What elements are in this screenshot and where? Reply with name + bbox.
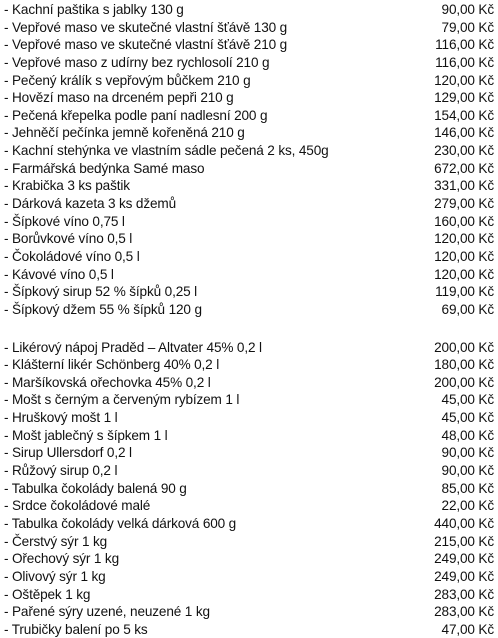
price-row xyxy=(0,177,498,195)
price-row xyxy=(0,586,498,604)
price-row xyxy=(0,142,498,160)
item-price: 120,00 Kč xyxy=(434,231,494,247)
price-list xyxy=(0,1,498,638)
item-name: - Kachní stehýnka ve vlastním sádle pečená 2 ks, 450g xyxy=(4,143,329,159)
item-price: 200,00 Kč xyxy=(434,339,494,355)
item-price: 85,00 Kč xyxy=(441,480,494,496)
item-price: 116,00 Kč xyxy=(435,37,494,53)
item-price: 45,00 Kč xyxy=(441,392,494,408)
item-price: 45,00 Kč xyxy=(441,410,494,426)
item-name: - Pečený králík s vepřovým bůčkem 210 g xyxy=(4,72,251,88)
price-row xyxy=(0,283,498,301)
price-row xyxy=(0,124,498,142)
item-name: - Růžový sirup 0,2 l xyxy=(4,463,118,479)
price-row xyxy=(0,301,498,319)
item-name: - Borůvkové víno 0,5 l xyxy=(4,231,133,247)
item-name: - Maršíkovská ořechovka 45% 0,2 l xyxy=(4,374,211,390)
item-name: - Tabulka čokolády balená 90 g xyxy=(4,480,187,496)
price-row xyxy=(0,356,498,374)
item-price: 146,00 Kč xyxy=(434,125,494,141)
price-row xyxy=(0,19,498,37)
price-row xyxy=(0,409,498,427)
price-row xyxy=(0,1,498,19)
item-price: 90,00 Kč xyxy=(441,2,494,17)
item-price: 230,00 Kč xyxy=(434,143,494,159)
item-name: - Šípkový džem 55 % šípků 120 g xyxy=(4,301,202,317)
item-name: - Hruškový mošt 1 l xyxy=(4,410,118,426)
item-name: - Čokoládové víno 0,5 l xyxy=(4,248,140,264)
item-name: - Srdce čokoládové malé xyxy=(4,498,151,514)
price-row xyxy=(0,480,498,498)
item-name: - Pečená křepelka podle paní nadlesní 200 g xyxy=(4,107,268,123)
item-name: - Vepřové maso ve skutečné vlastní šťávě 210 g xyxy=(4,37,288,53)
item-name: - Mošt jablečný s šípkem 1 l xyxy=(4,427,168,443)
item-price: 283,00 Kč xyxy=(434,604,494,620)
item-name: - Pařené sýry uzené, neuzené 1 kg xyxy=(4,604,210,620)
item-name: - Vepřové maso ve skutečné vlastní šťávě 130 g xyxy=(4,19,288,35)
item-price: 47,00 Kč xyxy=(441,621,494,637)
item-name: - Vepřové maso z udírny bez rychlosolí 210 g xyxy=(4,54,270,70)
item-name: - Krabička 3 ks paštik xyxy=(4,178,130,194)
item-name: - Klášterní likér Schönberg 40% 0,2 l xyxy=(4,357,220,373)
item-price: 22,00 Kč xyxy=(441,498,494,514)
item-name: - Jehněčí pečínka jemně kořeněná 210 g xyxy=(4,125,245,141)
item-price: 129,00 Kč xyxy=(434,90,494,106)
item-name: - Tabulka čokolády velká dárková 600 g xyxy=(4,515,237,531)
item-price: 283,00 Kč xyxy=(434,586,494,602)
item-name: - Dárková kazeta 3 ks džemů xyxy=(4,196,176,212)
item-name: - Kávové víno 0,5 l xyxy=(4,266,114,282)
price-row xyxy=(0,427,498,445)
price-row xyxy=(0,515,498,533)
item-name: - Farmářská bedýnka Samé maso xyxy=(4,160,205,176)
item-price: 90,00 Kč xyxy=(441,445,494,461)
price-row xyxy=(0,89,498,107)
item-price: 154,00 Kč xyxy=(434,107,494,123)
price-row xyxy=(0,230,498,248)
item-name: - Hovězí maso na drceném pepři 210 g xyxy=(4,90,234,106)
item-name: - Olivový sýr 1 kg xyxy=(4,568,106,584)
item-name: - Kachní paštika s jablky 130 g xyxy=(4,2,184,17)
item-price: 249,00 Kč xyxy=(434,551,494,567)
item-price: 200,00 Kč xyxy=(434,374,494,390)
item-price: 440,00 Kč xyxy=(434,515,494,531)
price-row xyxy=(0,339,498,357)
price-row xyxy=(0,462,498,480)
price-row xyxy=(0,195,498,213)
section-gap xyxy=(0,319,498,339)
item-name: - Šípkový sirup 52 % šípků 0,25 l xyxy=(4,284,198,300)
item-price: 249,00 Kč xyxy=(434,568,494,584)
item-name: - Čerstvý sýr 1 kg xyxy=(4,533,108,549)
price-row xyxy=(0,550,498,568)
item-name: - Šípkové víno 0,75 l xyxy=(4,213,125,229)
price-row xyxy=(0,568,498,586)
item-name: - Sirup Ullersdorf 0,2 l xyxy=(4,445,132,461)
item-price: 116,00 Kč xyxy=(435,54,494,70)
item-price: 120,00 Kč xyxy=(434,266,494,282)
item-price: 48,00 Kč xyxy=(441,427,494,443)
item-price: 180,00 Kč xyxy=(434,357,494,373)
price-row xyxy=(0,603,498,621)
item-price: 79,00 Kč xyxy=(441,19,494,35)
price-row xyxy=(0,213,498,231)
price-row xyxy=(0,497,498,515)
item-name: - Ořechový sýr 1 kg xyxy=(4,551,119,567)
price-row xyxy=(0,374,498,392)
price-row xyxy=(0,72,498,90)
item-price: 279,00 Kč xyxy=(434,196,494,212)
price-row xyxy=(0,248,498,266)
item-price: 90,00 Kč xyxy=(441,463,494,479)
item-name: - Trubičky balení po 5 ks xyxy=(4,621,148,637)
item-price: 672,00 Kč xyxy=(434,160,494,176)
item-name: - Likérový nápoj Praděd – Altvater 45% 0,2 l xyxy=(4,339,262,355)
item-price: 69,00 Kč xyxy=(441,301,494,317)
price-row xyxy=(0,391,498,409)
item-price: 120,00 Kč xyxy=(434,72,494,88)
item-name: - Mošt s černým a červeným rybízem 1 l xyxy=(4,392,240,408)
price-row xyxy=(0,444,498,462)
price-list-section-2 xyxy=(0,339,498,638)
price-row xyxy=(0,36,498,54)
item-price: 160,00 Kč xyxy=(434,213,494,229)
price-row xyxy=(0,266,498,284)
price-row xyxy=(0,160,498,178)
price-row xyxy=(0,107,498,125)
item-price: 120,00 Kč xyxy=(434,248,494,264)
item-price: 215,00 Kč xyxy=(434,533,494,549)
item-price: 331,00 Kč xyxy=(434,178,494,194)
price-row xyxy=(0,533,498,551)
item-name: - Oštěpek 1 kg xyxy=(4,586,91,602)
item-price: 119,00 Kč xyxy=(435,284,494,300)
price-row xyxy=(0,54,498,72)
price-list-section-1 xyxy=(0,1,498,319)
price-row xyxy=(0,621,498,638)
